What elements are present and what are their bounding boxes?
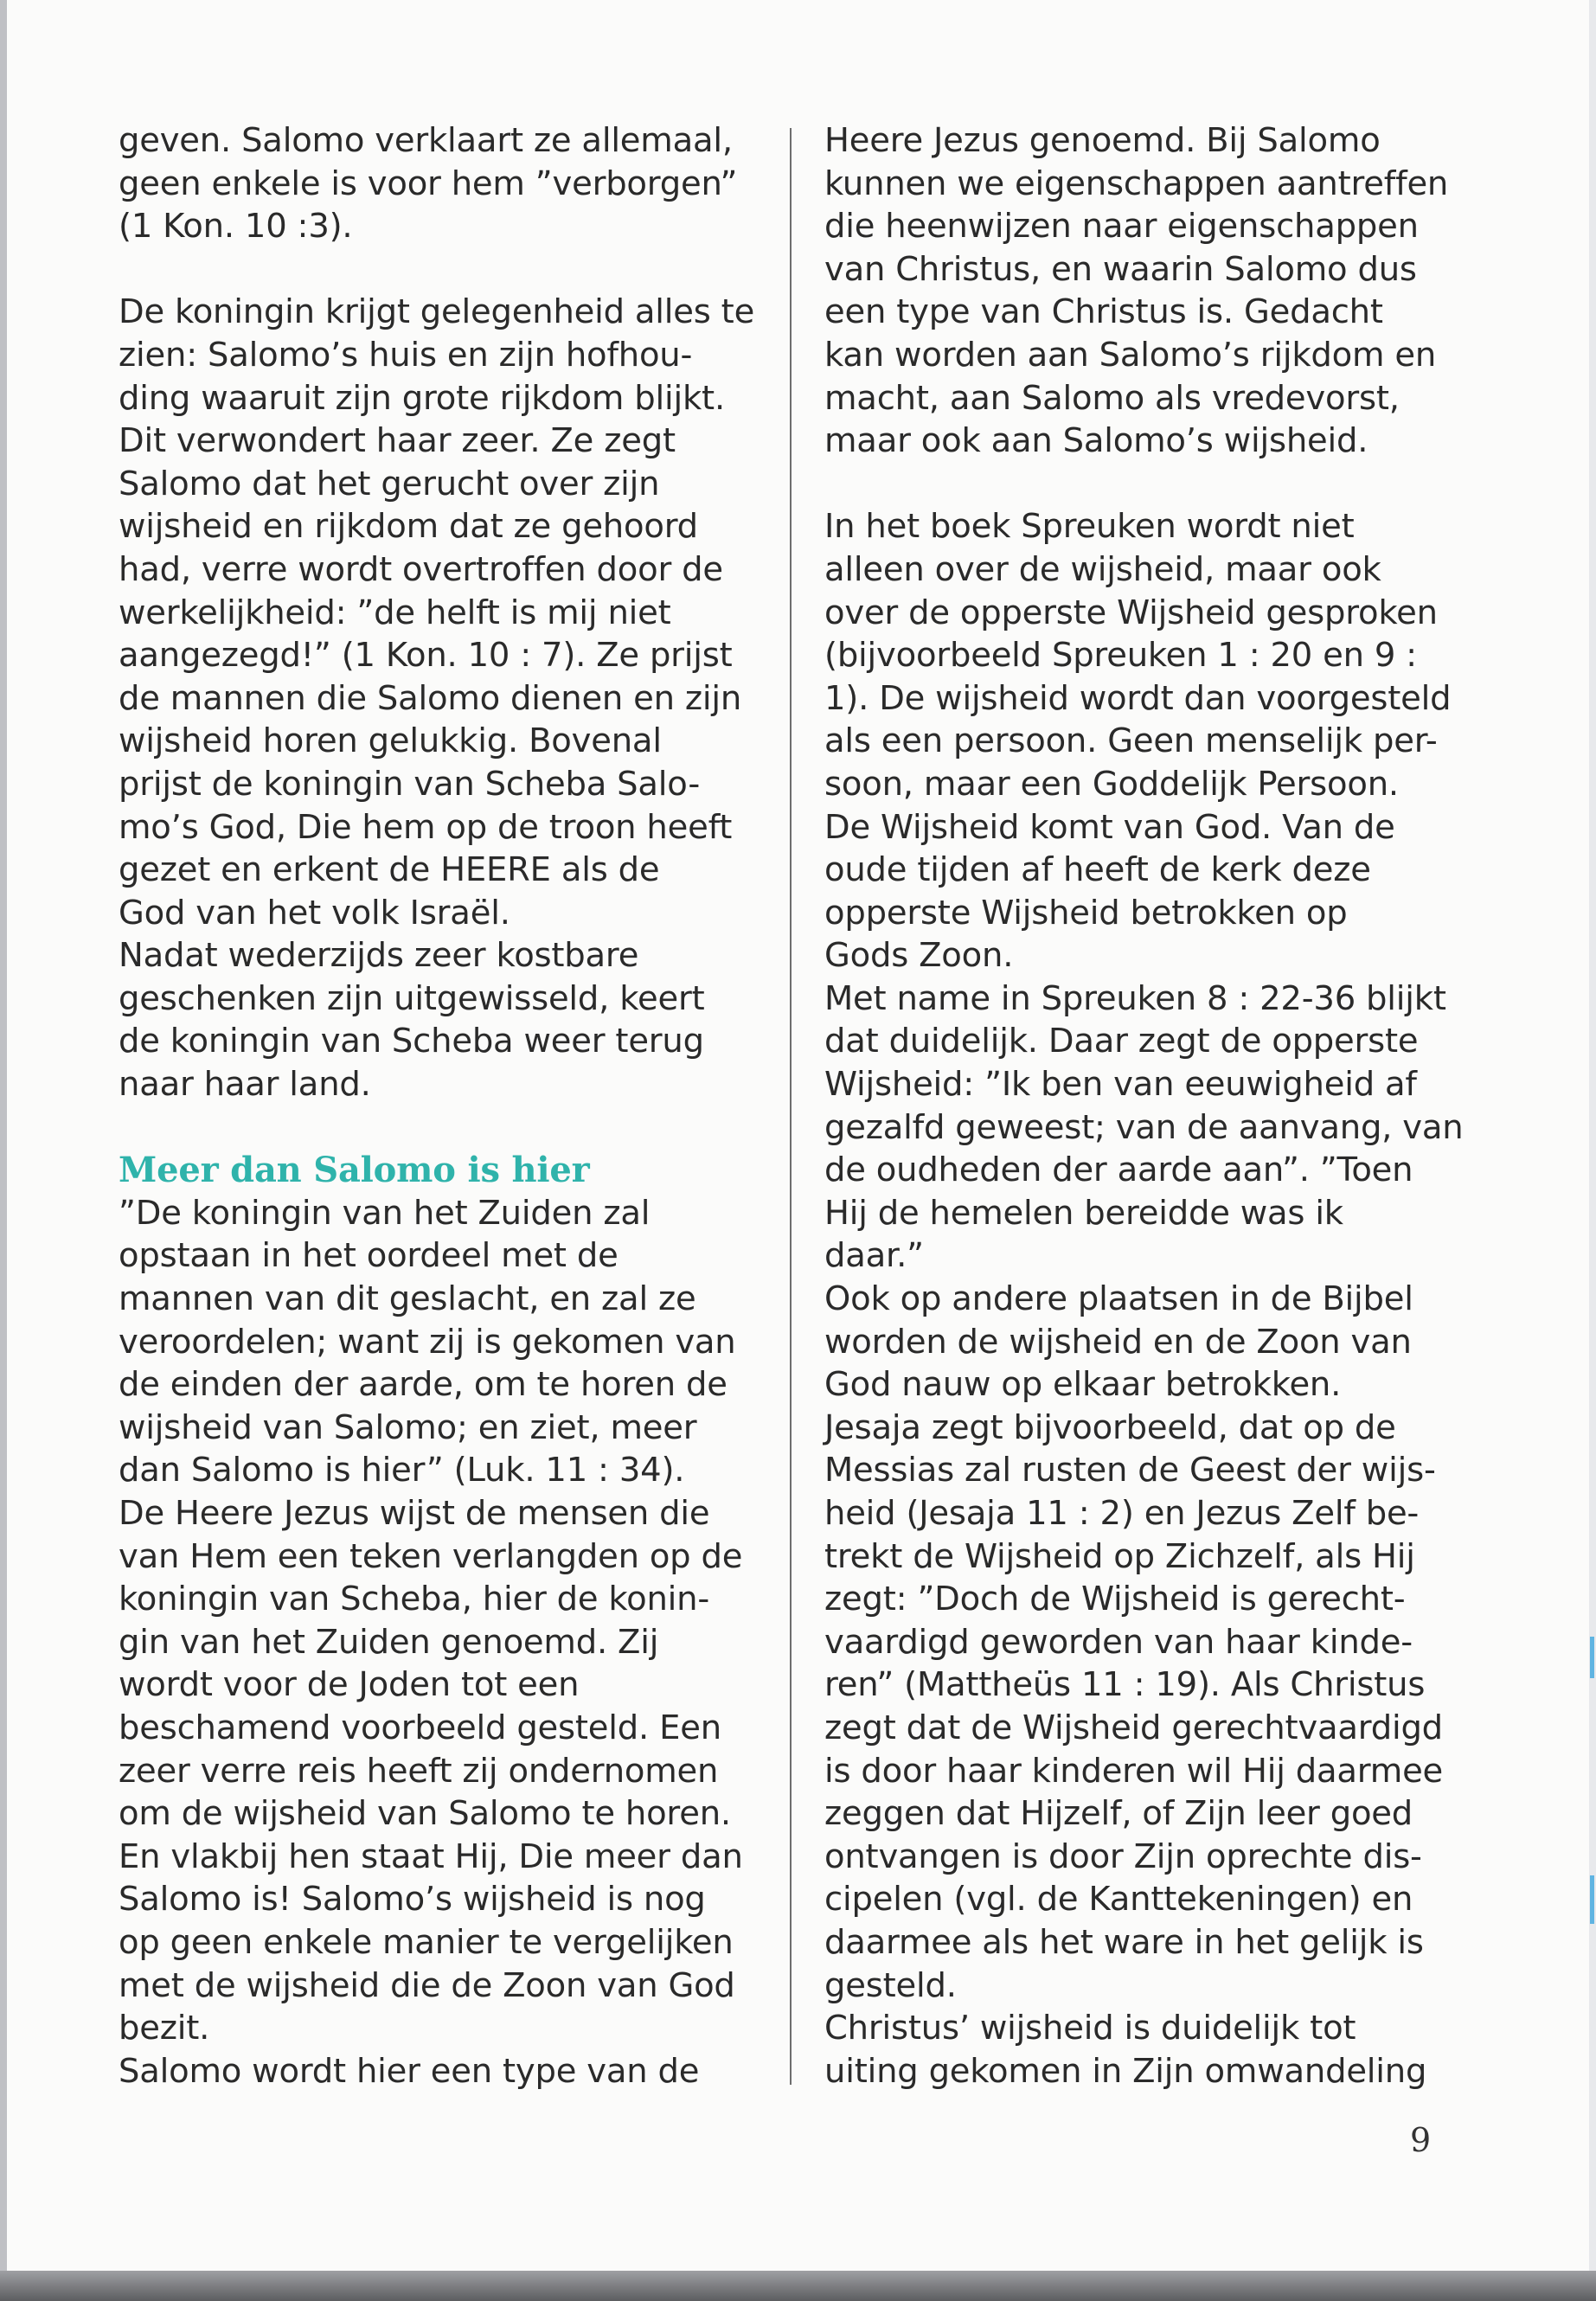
page-edge xyxy=(1589,0,1596,2301)
column-divider xyxy=(790,128,792,2085)
section-heading: Meer dan Salomo is hier xyxy=(119,1150,590,1191)
scan-bottom-edge xyxy=(0,2271,1596,2301)
left-paragraph-4: ”De koningin van het Zuiden zal opstaan in het oordeel met de mannen van dit geslacht, en zal ze veroordelen; want zij is gekomen van de einden der aarde, om te horen de wijsheid van Salomo; en ziet, meer dan Salomo is hier” (Luk. 11 : 34). xyxy=(119,1193,736,1490)
edge-color-mark xyxy=(1590,1637,1594,1678)
left-paragraph-1: geven. Salomo verklaart ze allemaal, geen enkele is voor hem ”verborgen” (1 Kon. 10 :3). xyxy=(119,121,738,247)
left-paragraph-2: De koningin krijgt gelegenheid alles te zien: Salomo’s huis en zijn hofhou- ding waaruit zijn grote rijkdom blijkt. Dit verwondert haar zeer. Ze zegt Salomo dat het gerucht over zijn wijsheid en rijkdom dat ze gehoord had, verre wordt overtroffen door de werkelijkheid: ”de helft is mij niet aangezegd!” (1 Kon. 10 : 7). Ze prijst de mannen die Salomo dienen en zijn wijsheid horen gelukkig. Bovenal prijst de koningin van Scheba Salo- mo’s God, Die hem op de troon heeft gezet en erkent de HEERE als de God van het volk Israël. xyxy=(119,292,755,933)
right-paragraph-2: In het boek Spreuken wordt niet alleen over de wijsheid, maar ook over de opperste Wijsheid gesproken (bijvoorbeeld Spreuken 1 : 20 en 9 : 1). De wijsheid wordt dan voorgesteld als een persoon. Geen menselijk per- soon, maar een Goddelijk Persoon. De Wijsheid komt van God. Van de oude tijden af heeft de kerk deze opperste Wijsheid betrokken op Gods Zoon. xyxy=(824,507,1452,976)
edge-color-mark xyxy=(1590,1875,1594,1924)
left-paragraph-5: De Heere Jezus wijst de mensen die van Hem een teken verlangden op de koningin van Scheba, hier de konin- gin van het Zuiden genoemd. Zij wordt voor de Joden tot een beschamend voorbeeld gesteld. Een zeer verre reis heeft zij ondernomen om de wijsheid van Salomo te horen. En vlakbij hen staat Hij, Die meer dan Salomo is! Salomo’s wijsheid is nog op geen enkele manier te vergelijken met de wijsheid die de Zoon van God bezit. xyxy=(119,1494,743,2048)
right-paragraph-5: Christus’ wijsheid is duidelijk tot uiting gekomen in Zijn omwandeling xyxy=(824,2009,1427,2091)
left-column xyxy=(119,119,776,2093)
left-paragraph-3: Nadat wederzijds zeer kostbare geschenken zijn uitgewisseld, keert de koningin van Scheba weer terug naar haar land. xyxy=(119,936,705,1105)
right-paragraph-4: Ook op andere plaatsen in de Bijbel worden de wijsheid en de Zoon van God nauw op elkaar betrokken. Jesaja zegt bijvoorbeeld, dat op de Messias zal rusten de Geest der wijs- heid (Jesaja 11 : 2) en Jezus Zelf be- trekt de Wijsheid op Zichzelf, als Hij zegt: ”Doch de Wijsheid is gerecht- vaardigd geworden van haar kinde- ren” (Mattheüs 11 : 19). Als Christus zegt dat de Wijsheid gerechtvaardigd is door haar kinderen wil Hij daarmee zeggen dat Hijzelf, of Zijn leer goed ontvangen is door Zijn oprechte dis- cipelen (vgl. de Kanttekeningen) en daarmee als het ware in het gelijk is gesteld. xyxy=(824,1279,1444,2005)
right-paragraph-1: Heere Jezus genoemd. Bij Salomo kunnen we eigenschappen aantreffen die heenwijzen naar eigenschappen van Christus, en waarin Salomo dus een type van Christus is. Gedacht kan worden aan Salomo’s rijkdom en macht, aan Salomo als vredevorst, maar ook aan Salomo’s wijsheid. xyxy=(824,121,1449,461)
right-paragraph-3: Met name in Spreuken 8 : 22-36 blijkt dat duidelijk. Daar zegt de opperste Wijsheid: ”Ik ben van eeuwigheid af gezalfd geweest; van de aanvang, van de oudheden der aarde aan”. ”Toen Hij de hemelen bereidde was ik daar.” xyxy=(824,978,1464,1276)
page-number: 9 xyxy=(1410,2121,1432,2159)
right-column xyxy=(824,119,1473,2093)
left-paragraph-6: Salomo wordt hier een type van de xyxy=(119,2051,700,2091)
document-page xyxy=(7,0,1589,2271)
